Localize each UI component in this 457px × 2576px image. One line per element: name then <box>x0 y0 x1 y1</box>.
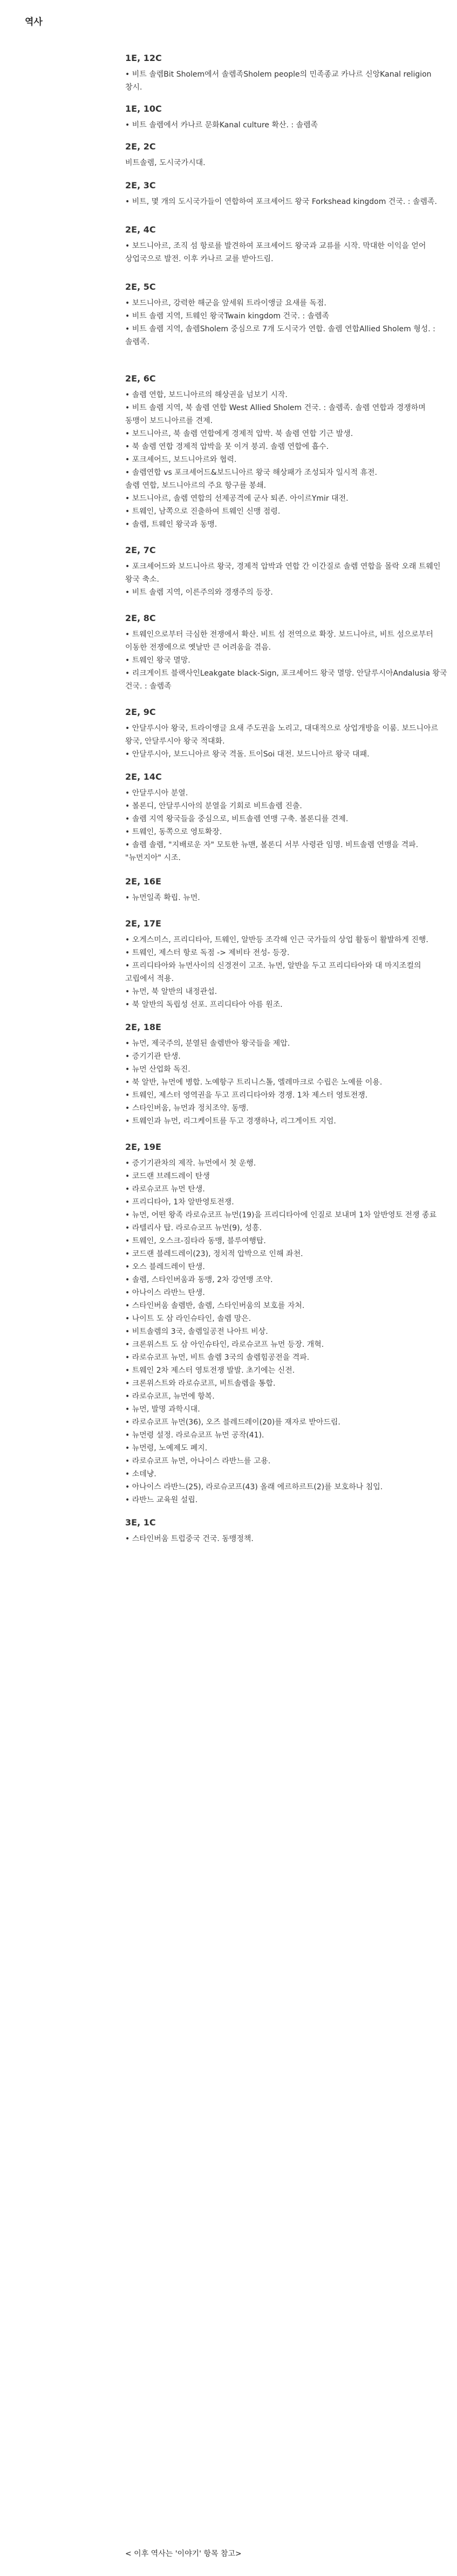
era-title: 2E, 5C <box>125 282 156 292</box>
era-line: • 솔렘, 스타인버움과 동맹, 2차 강연맹 조약. <box>125 1276 273 1284</box>
era-line: • 비트 솔렘 지역, 이른주의와 경쟁주의 등장. <box>125 588 273 597</box>
story-reference-note: < 이후 역사는 '이야기' 항목 참고> <box>125 2550 242 2558</box>
era-section <box>125 180 449 208</box>
era-line: • 솔렘, 트웨인 왕국과 동맹. <box>125 520 217 529</box>
era-section <box>125 1022 449 1128</box>
era-line: • 라텔리사 탑. 라로슈코프 뉴먼(9), 성흥. <box>125 1224 262 1232</box>
era-title: 1E, 10C <box>125 104 162 114</box>
era-line: • 솔렘 연합, 보드니아르의 해상권을 넘보기 시작. <box>125 391 288 399</box>
era-section <box>125 104 449 132</box>
era-line: • 프리디타아와 뉴먼사이의 신경전이 고조. 뉴먼, 알반을 두고 프리디타아와 대 마지조컬의 고립에서 적용. <box>125 962 421 983</box>
era-line: • 뉴먼 산업화 독진. <box>125 1065 190 1074</box>
era-title: 2E, 14C <box>125 772 162 782</box>
era-line: • 트웨인 왕국 멸망. <box>125 656 190 665</box>
era-line: • 트웨인, 남쪽으로 진출하여 트웨인 신맹 점령. <box>125 507 281 516</box>
era-body <box>125 1037 449 1128</box>
era-title: 2E, 9C <box>125 707 156 717</box>
era-body <box>125 628 449 693</box>
era-body <box>125 1532 449 1545</box>
era-line: • 라로슈코프 뉴먼(36), 오즈 블레드레이(20)를 재자로 받아드림. <box>125 1418 340 1427</box>
era-line: • 뉴먼, 북 알반의 내정관섭. <box>125 987 217 996</box>
era-title: 2E, 3C <box>125 180 156 190</box>
era-line: • 스타인버움, 뉴먼과 정치조약. 동맹. <box>125 1104 249 1113</box>
era-body <box>125 119 449 132</box>
era-line: • 뉴먼령, 노예제도 폐지. <box>125 1444 208 1453</box>
era-body <box>125 156 449 169</box>
era-line: • 나이트 도 삼 라인슈타인, 솔렘 망은. <box>125 1314 251 1323</box>
era-line: • 증기기관 탄생. <box>125 1052 181 1061</box>
era-title: 2E, 6C <box>125 373 156 384</box>
era-section <box>125 613 449 693</box>
era-line: • 스타인버움 솔렘반, 솔렘, 스타인버움의 보호를 자처. <box>125 1301 305 1310</box>
era-line: • 리크게이트 블랙사인Leakgate black-Sign, 포크셰어드 왕국 멸망. 안달루시아Andalusia 왕국 건국. : 솔렘족 <box>125 669 447 691</box>
era-title: 2E, 4C <box>125 224 156 235</box>
era-line: • 안달루시아 분열. <box>125 789 188 798</box>
era-title: 2E, 8C <box>125 613 156 623</box>
era-line: • 트웨인과 뉴먼, 리그케이트를 두고 경쟁하나, 리그게이트 지엄. <box>125 1117 336 1126</box>
era-line: 비트솔렘, 도시국가시대. <box>125 159 206 167</box>
era-section <box>125 1517 449 1545</box>
era-line: • 안달루시아, 보드니아르 왕국 격돌. 트이Soi 대전. 보드니아르 왕국 대패. <box>125 750 370 759</box>
era-title: 2E, 7C <box>125 545 156 555</box>
era-section <box>125 373 449 531</box>
era-body <box>125 297 449 349</box>
era-line: • 오스 블레드레이 탄생. <box>125 1263 205 1271</box>
era-line: • 아나이스 라반느(25), 라로슈코프(43) 올래 에르하르트(2)를 보호하나 침입. <box>125 1483 383 1491</box>
era-line: • 비트 솔렘 지역, 북 솔렘 연합 West Allied Sholem 건국. : 솔렘족. 솔렘 연합과 경쟁하며 동맹이 보드니아르를 견제. <box>125 404 426 425</box>
era-line: • 보드니아르, 조직 섬 항로를 발견하여 포크셰어드 왕국과 교류를 시작. 막대한 이익을 얻어 상업국으로 발전. 이후 카나르 교를 받아드림. <box>125 242 426 263</box>
era-line: • 안달루시아 왕국, 트라이앵글 요새 주도권을 노리고, 대대적으로 상업개방을 이룸. 보드니아르 왕국, 안달루시아 왕국 적대화. <box>125 724 439 746</box>
era-line: • 라로슈코프 뉴먼, 아나이스 라반느를 고용. <box>125 1457 271 1466</box>
era-line: • 비트, 몇 개의 도시국가들이 연합하여 포크셰어드 왕국 Forkshead kingdom 건국. : 솔렘족. <box>125 197 437 206</box>
era-line: • 뉴먼일족 확립. 뉴먼. <box>125 894 200 902</box>
era-line: • 포크셰어드와 보드니아르 왕국, 경제적 압박과 연합 간 이간질로 솔렘 연합을 몰락 오래 트웨인 왕국 축소. <box>125 562 441 584</box>
era-line: • 증기기관차의 제작. 뉴먼에서 첫 운행. <box>125 1159 256 1168</box>
era-line: • 뉴먼, 제국주의, 분열된 솔렘반아 왕국들을 제압. <box>125 1039 290 1048</box>
era-line: • 라로슈코프 뉴먼, 비트 솔렘 3국의 솔렘힘공전을 격파. <box>125 1353 310 1362</box>
era-title: 2E, 2C <box>125 141 156 152</box>
era-line: • 보드니아르, 북 솔렘 연합에게 경제적 압박. 북 솔렘 연합 기근 발생. <box>125 430 353 438</box>
era-line: • 크론위스트 도 삼 아인슈타인, 라로슈코프 뉴먼 등장. 개혁. <box>125 1340 324 1349</box>
era-section <box>125 282 449 349</box>
era-line: • 소데냥. <box>125 1470 156 1478</box>
era-body <box>125 389 449 531</box>
era-section <box>125 545 449 599</box>
era-section <box>125 53 449 94</box>
era-section <box>125 141 449 169</box>
era-line: • 프리디타아, 1차 알반영토전쟁. <box>125 1198 234 1207</box>
era-line: • 비트 솔렘Bit Sholem에서 솔렘족Sholem people의 민족종교 카나르 신앙Kanal religion 창시. <box>125 70 432 92</box>
era-line: • 트웨인, 오스크-짐타라 동맹, 블루여행탑. <box>125 1237 266 1245</box>
era-line: • 뉴먼령 설정. 라로슈코프 뉴먼 공작(41). <box>125 1431 264 1440</box>
era-line: • 라반느 교육원 설립. <box>125 1496 198 1504</box>
history-timeline <box>125 53 449 1557</box>
era-line: • 솔렘 지역 왕국들을 중심으로, 비트솔렘 연맹 구축. 볼론디를 견제. <box>125 815 349 823</box>
era-section <box>125 707 449 761</box>
era-body <box>125 787 449 864</box>
era-line: • 아나이스 라반느 탄생. <box>125 1289 205 1297</box>
era-line: • 코드랜 브레드레이 탄생 <box>125 1172 210 1181</box>
era-line: • 오게스미스, 프리디타아, 트웨인, 알반등 조각해 인근 국가들의 상업 활동이 활발하게 진행. <box>125 936 428 944</box>
era-body <box>125 560 449 599</box>
era-line: • 코드랜 블레드레이(23), 정치적 압박으로 인해 좌천. <box>125 1250 303 1258</box>
era-line: • 포크셰어드, 보드니아르와 협력. <box>125 455 237 464</box>
era-line: • 크론위스트와 라로슈코프, 비트솔렘을 통합. <box>125 1379 276 1388</box>
era-line: • 북 솔렘 연합 경제적 압박을 못 이겨 붕괴. 솔렘 연합에 흡수. <box>125 442 329 451</box>
era-line: • 솔렘연합 vs 포크셰어드&보드니아르 왕국 해상패가 조성되자 일시적 휴전. <box>125 468 377 477</box>
era-line: • 보드니아르, 강력한 해군을 앞세워 트라이앵글 요새를 독점. <box>125 299 326 308</box>
era-line: • 스타인버움 트럽중국 건국. 동맹정책. <box>125 1535 254 1543</box>
era-title: 3E, 1C <box>125 1517 156 1528</box>
era-section <box>125 918 449 1011</box>
era-body <box>125 891 449 904</box>
era-body <box>125 68 449 94</box>
era-body <box>125 1157 449 1507</box>
era-line: • 볼론디, 안달루시아의 분열을 기회로 비트솔렘 진출. <box>125 802 302 810</box>
era-line: • 트웨인, 제스터 영역권을 두고 프리디타아와 경쟁. 1차 제스터 영토전쟁. <box>125 1091 368 1100</box>
era-line: • 라로슈코프 뉴먼 탄생. <box>125 1185 205 1194</box>
era-section <box>125 224 449 265</box>
era-line: • 북 알반의 독립성 선포. 프리디타아 아름 원조. <box>125 1000 283 1009</box>
era-line: • 솔렘 솔렘, "지배로운 자" 모토한 뉴맨, 볼론디 서부 사령관 임명. 비트솔렘 연맹을 격파. "뉴먼지아" 시조. <box>125 841 419 862</box>
era-line: • 뉴먼, 어떤 왕족 라로슈코프 뉴먼(19)을 프리디타아에 인질로 보내며 1차 알반영토 전쟁 종료 <box>125 1211 437 1219</box>
era-line: • 비트 솔렘 지역, 솔렘Sholem 중심으로 7개 도시국가 연합. 솔렘 연합Allied Sholem 형성. : 솔렘족. <box>125 325 435 346</box>
era-line: • 트웨인 2차 제스터 영토전쟁 발발. 초기에는 신전. <box>125 1366 295 1375</box>
era-line: • 비트솔렘의 3국, 솔렘일공전 나아트 비상. <box>125 1327 268 1336</box>
era-line: • 뉴먼, 발명 과학시대. <box>125 1405 200 1414</box>
era-title: 1E, 12C <box>125 53 162 63</box>
era-title: 2E, 16E <box>125 876 161 887</box>
era-section <box>125 876 449 904</box>
era-line: • 트웨인으로부터 극심한 전쟁에서 확산. 비트 섬 전역으로 확장. 보드니아르, 비트 섬으로부터 이동한 전쟁에으로 옛날만 큰 어려움을 겪음. <box>125 630 433 652</box>
page-title: 역사 <box>25 17 43 28</box>
era-line: • 북 알반, 뉴먼에 병합. 노예항구 트리니스톨, 엘레마크로 수립은 노예를 이용. <box>125 1078 383 1087</box>
era-body <box>125 933 449 1011</box>
era-title: 2E, 18E <box>125 1022 161 1032</box>
era-body <box>125 195 449 208</box>
era-section <box>125 1142 449 1507</box>
era-line: • 라로슈코프, 뉴먼에 항복. <box>125 1392 215 1401</box>
era-title: 2E, 19E <box>125 1142 161 1152</box>
era-title: 2E, 17E <box>125 918 161 929</box>
era-line: • 트웨인, 동쪽으로 영토확장. <box>125 828 222 836</box>
era-body <box>125 240 449 265</box>
era-body <box>125 722 449 761</box>
era-line: • 비트 솔렘 지역, 트웨인 왕국Twain kingdom 건국. : 솔렘족 <box>125 312 330 321</box>
era-section <box>125 772 449 864</box>
era-line: • 보드니아르, 솔렘 연합의 선제공격에 군사 퇴존. 아이르Ymir 대전. <box>125 494 349 503</box>
era-line: • 트웨인, 제스터 항로 독점 -> 제비타 전성- 등장. <box>125 949 290 957</box>
era-line: 솔렘 연합, 보드니아르의 주요 항구를 봉쇄. <box>125 481 267 490</box>
era-line: • 비트 솔렘에서 카나르 문화Kanal culture 확산. : 솔렘족 <box>125 121 318 130</box>
